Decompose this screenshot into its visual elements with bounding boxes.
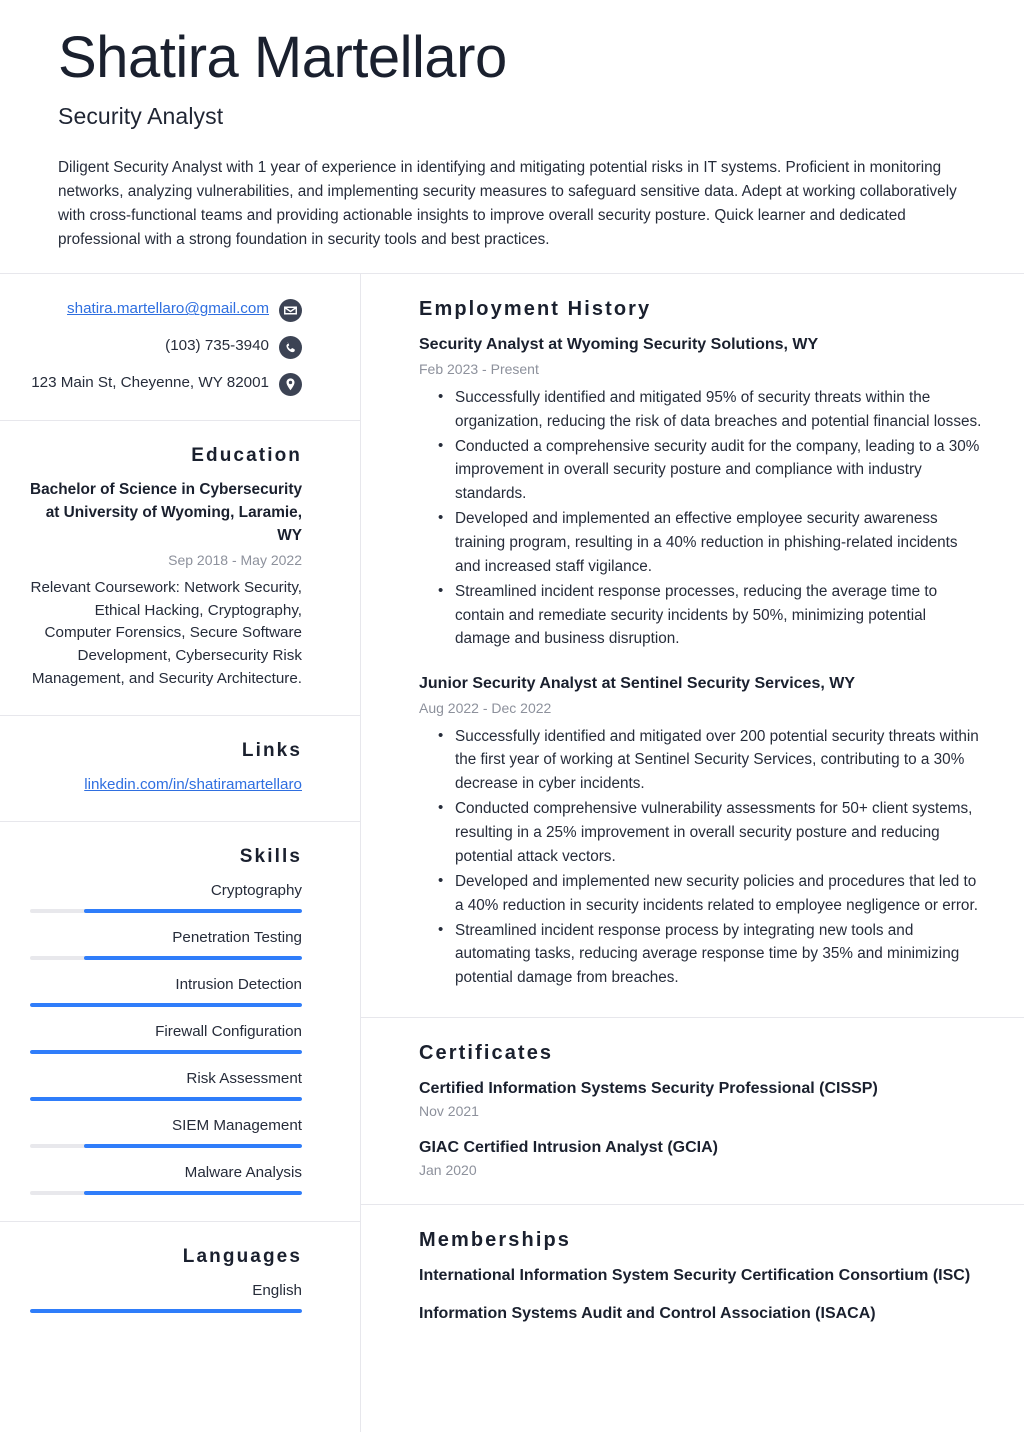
employment-entry-date: Feb 2023 - Present (419, 360, 539, 377)
skill-level-fill (84, 1191, 302, 1195)
languages-section (0, 1222, 360, 1339)
resume-body (0, 274, 1024, 1432)
skill-level-bar (30, 1003, 302, 1007)
certificate-title: GIAC Certified Intrusion Analyst (GCIA) (419, 1138, 718, 1156)
certificate-entry (419, 1078, 984, 1119)
skill-label: Penetration Testing (172, 928, 302, 946)
skills-section (0, 822, 360, 1222)
employment-entry (419, 334, 984, 651)
skill-level-bar (30, 1097, 302, 1101)
skill-level-bar (30, 1050, 302, 1054)
skill-level-bar (30, 1144, 302, 1148)
language-level-bar (30, 1309, 302, 1313)
employment-bullet: • Developed and implemented an effective employee security awareness training program, resulting in a 40% reduction in phishing-related incidents and increased staff vigilance. (455, 507, 984, 579)
resume-header (0, 0, 1024, 273)
skill-level-fill (30, 1097, 302, 1101)
skill-level-fill (84, 956, 302, 960)
skills-heading: Skills (239, 845, 302, 867)
employment-bullet: • Developed and implemented new security policies and procedures that led to a 40% reduction in security incidents related to employee negligence or error. (455, 870, 984, 918)
phone-number: (103) 735-3940 (165, 337, 269, 355)
skill-level-fill (30, 1050, 302, 1054)
employment-entry (419, 673, 984, 990)
language-item (30, 1280, 302, 1313)
education-description: Relevant Coursework: Network Security, Ethical Hacking, Cryptography, Computer Forensics, Secure Software Development, Cybersecurity Risk Management, and Security Architecture. (30, 578, 302, 687)
main-column (361, 274, 1024, 1432)
education-section (0, 421, 360, 715)
skill-level-bar (30, 956, 302, 960)
skill-label: Cryptography (210, 881, 302, 899)
membership-entry (419, 1303, 984, 1326)
skill-item (30, 880, 302, 913)
skill-level-fill (84, 909, 302, 913)
links-heading: Links (241, 739, 302, 761)
contact-email-row[interactable] (30, 298, 302, 322)
membership-entry (419, 1265, 984, 1288)
language-level-fill (30, 1309, 302, 1313)
employment-bullet: • Conducted comprehensive vulnerability assessments for 50+ client systems, resulting in a 25% improvement in overall security posture and reducing potential attack vectors. (455, 797, 984, 869)
languages-list (30, 1280, 302, 1313)
employment-entry-date: Aug 2022 - Dec 2022 (419, 699, 552, 716)
education-date: Sep 2018 - May 2022 (168, 551, 302, 568)
certificate-entry (419, 1137, 984, 1178)
skill-level-fill (30, 1003, 302, 1007)
link-item-linkedin[interactable]: linkedin.com/in/shatiramartellaro (84, 775, 302, 793)
envelope-icon (279, 299, 302, 322)
skill-item (30, 927, 302, 960)
certificates-list (419, 1078, 984, 1177)
certificates-section (361, 1018, 1024, 1204)
certificate-title: Certified Information Systems Security Professional (CISSP) (419, 1080, 878, 1098)
language-label: English (252, 1281, 302, 1299)
languages-heading: Languages (182, 1245, 302, 1267)
employment-list (419, 334, 984, 990)
skill-label: Intrusion Detection (175, 975, 302, 993)
employment-bullet: • Conducted a comprehensive security audit for the company, leading to a 30% improvement in overall security posture and compliance with industry standards. (455, 435, 984, 507)
certificate-date: Nov 2021 (419, 1102, 479, 1119)
education-degree: Bachelor of Science in Cybersecurity at University of Wyoming, Laramie, WY (30, 481, 303, 544)
memberships-list (419, 1265, 984, 1326)
phone-icon (279, 336, 302, 359)
contact-section (0, 274, 360, 421)
map-pin-icon (279, 373, 302, 396)
skill-label: Malware Analysis (184, 1163, 302, 1181)
employment-entry-title: Security Analyst at Wyoming Security Solutions, WY (419, 336, 819, 354)
employment-heading: Employment History (419, 298, 652, 321)
certificates-heading: Certificates (419, 1042, 554, 1065)
skill-item (30, 1021, 302, 1054)
links-section (0, 716, 360, 822)
memberships-heading: Memberships (419, 1228, 572, 1251)
contact-address-row (30, 372, 302, 396)
skill-item (30, 1162, 302, 1195)
employment-bullet: • Successfully identified and mitigated 95% of security threats within the organization, reducing the risk of data breaches and potential financial losses. (455, 386, 984, 434)
contact-phone-row[interactable] (30, 335, 302, 359)
employment-bullet: • Successfully identified and mitigated over 200 potential security threats within the first year of working at Sentinel Security Services, contributing to a 30% decrease in cyber incidents. (455, 725, 984, 797)
skill-label: Risk Assessment (186, 1069, 302, 1087)
sidebar (0, 274, 361, 1432)
membership-title: International Information System Security Certification Consortium (ISC) (419, 1266, 971, 1284)
employment-entry-title: Junior Security Analyst at Sentinel Security Services, WY (419, 675, 856, 693)
employment-bullet: • Streamlined incident response process by integrating new tools and automating tasks, reducing average response time by 35% and minimizing potential damage from breaches. (455, 919, 984, 991)
skill-level-bar (30, 909, 302, 913)
page-title: Shatira Martellaro (58, 25, 507, 90)
skill-level-fill (84, 1144, 302, 1148)
skill-level-bar (30, 1191, 302, 1195)
employment-bullet-list (419, 725, 984, 990)
skill-label: Firewall Configuration (155, 1022, 302, 1040)
education-heading: Education (191, 445, 302, 467)
skill-label: SIEM Management (172, 1116, 302, 1134)
address-text: 123 Main St, Cheyenne, WY 82001 (31, 374, 269, 392)
job-title: Security Analyst (58, 102, 224, 129)
membership-title: Information Systems Audit and Control Association (ISACA) (419, 1305, 876, 1323)
skills-list (30, 880, 302, 1195)
employment-section (361, 274, 1024, 1018)
email-link[interactable]: shatira.martellaro@gmail.com (67, 300, 269, 318)
skill-item (30, 1115, 302, 1148)
skill-item (30, 1068, 302, 1101)
employment-bullet: • Streamlined incident response processes, reducing the average time to contain and remediate security incidents by 50%, minimizing potential damage and business disruption. (455, 580, 984, 652)
memberships-section (361, 1205, 1024, 1352)
employment-bullet-list (419, 386, 984, 651)
professional-summary: Diligent Security Analyst with 1 year of experience in identifying and mitigating potential risks in IT systems. Proficient in monitoring networks, analyzing vulnerabilities, and implementing security measures to safeguard sensitive data. Adept at working collaboratively with cross-functional teams and providing actionable insights to improve overall security posture. Quick learner and dedicated professional with a strong foundation in security tools and best practices. (58, 158, 957, 248)
certificate-date: Jan 2020 (419, 1161, 477, 1178)
skill-item (30, 974, 302, 1007)
